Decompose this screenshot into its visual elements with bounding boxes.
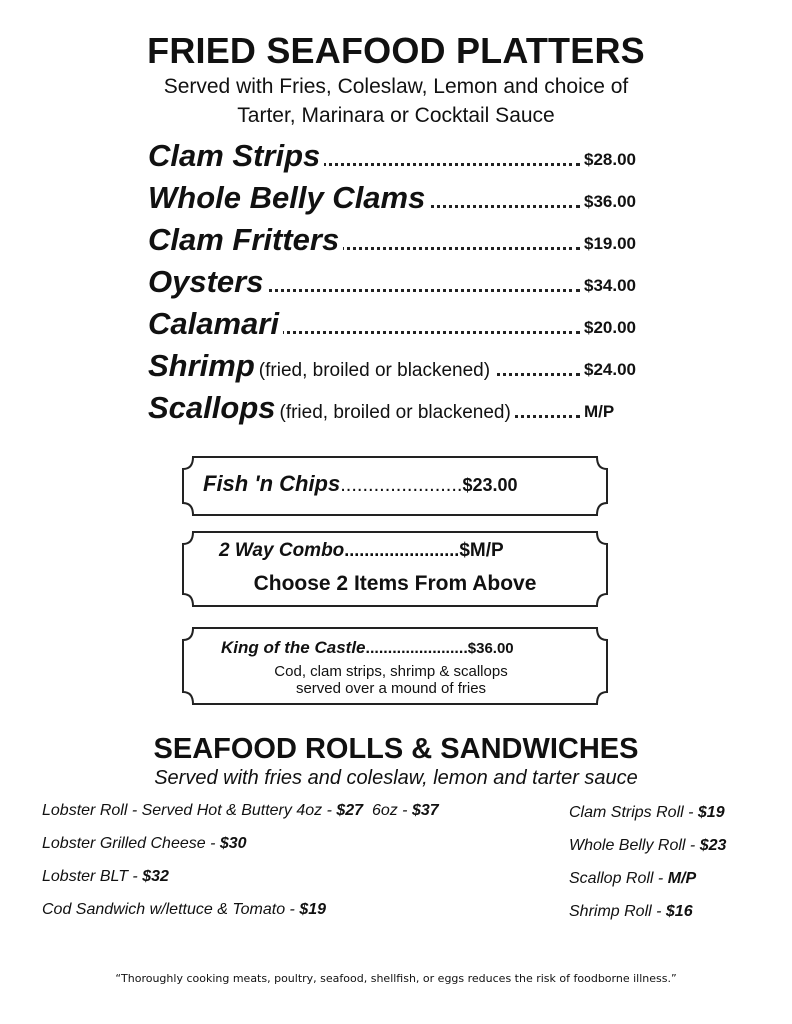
roll-price: $32: [142, 868, 169, 885]
platter-name-wrap: [148, 138, 324, 174]
platter-name: Whole Belly Clams: [148, 180, 426, 215]
platter-item: [148, 262, 658, 302]
roll-item: [42, 901, 326, 919]
special-dots: ......................: [340, 474, 463, 496]
platter-name: Calamari: [148, 306, 279, 341]
platter-name-wrap: [148, 180, 429, 216]
special-box-king-of-the-castle: [181, 626, 609, 706]
roll-price: $37: [411, 802, 439, 819]
roll-item: [569, 804, 725, 822]
platter-name: Clam Strips: [148, 138, 321, 173]
special-name: King of the Castle: [221, 638, 366, 657]
rolls-subtitle: Served with fries and coleslaw, lemon and tarter sauce: [154, 767, 638, 789]
roll-item: [569, 870, 696, 888]
roll-text: Clam Strips Roll -: [569, 804, 698, 821]
special-box-fish-n-chips: [181, 455, 609, 517]
platter-name: Scallops: [148, 390, 276, 425]
platter-price: $20.00: [584, 318, 636, 337]
platter-note: (fried, broiled or blackened): [279, 402, 511, 423]
roll-item: [42, 802, 439, 820]
roll-price: $16: [665, 903, 693, 920]
roll-price: M/P: [667, 870, 697, 887]
special-line: [203, 471, 518, 497]
special-dots: .......................: [344, 540, 460, 560]
roll-text: Lobster Grilled Cheese -: [42, 835, 220, 852]
special-desc-line2: served over a mound of fries: [295, 680, 487, 697]
platter-price: $36.00: [584, 192, 636, 211]
roll-text: Lobster Roll - Served Hot & Buttery 4oz -: [42, 802, 337, 819]
platters-title: FRIED SEAFOOD PLATTERS: [147, 30, 645, 71]
platter-name: Clam Fritters: [148, 222, 340, 257]
roll-item: [42, 835, 247, 853]
platter-item: [148, 178, 658, 218]
roll-item: [42, 868, 169, 886]
special-name: Fish 'n Chips: [203, 471, 341, 496]
platter-price: $28.00: [584, 150, 636, 169]
platters-subtitle-line2: Tarter, Marinara or Cocktail Sauce: [237, 104, 555, 127]
special-name: 2 Way Combo: [219, 540, 345, 561]
roll-text: Scallop Roll -: [569, 870, 668, 887]
platter-item: [148, 136, 658, 176]
platter-item: [148, 220, 658, 260]
roll-extra: 6oz -: [363, 802, 412, 819]
platter-price: $34.00: [584, 276, 636, 295]
roll-text: Cod Sandwich w/lettuce & Tomato -: [42, 901, 300, 918]
platter-name-wrap: [148, 222, 343, 258]
special-price: $M/P: [459, 540, 504, 561]
special-dots: .......................: [365, 640, 468, 657]
platter-item: [148, 388, 658, 428]
roll-text: Lobster BLT -: [42, 868, 143, 885]
special-price: $36.00: [467, 640, 514, 657]
roll-item: [569, 837, 726, 855]
special-price: $23.00: [462, 475, 518, 495]
platter-name-wrap: [148, 348, 494, 384]
platter-name-wrap: [148, 390, 515, 426]
roll-price: $19: [697, 804, 725, 821]
platter-price: $24.00: [584, 360, 636, 379]
roll-text: Whole Belly Roll -: [569, 837, 700, 854]
platter-price: M/P: [584, 402, 615, 421]
special-box-two-way-combo: [181, 530, 609, 608]
platter-item: [148, 304, 658, 344]
food-safety-disclaimer: “Thoroughly cooking meats, poultry, seafood, shellfish, or eggs reduces the risk of foodborne illness.”: [115, 972, 677, 985]
special-line: [221, 638, 514, 658]
platter-price: $19.00: [584, 234, 636, 253]
special-subtitle: Choose 2 Items From Above: [253, 572, 537, 595]
platter-note: (fried, broiled or blackened): [258, 360, 491, 381]
special-line: [219, 540, 504, 562]
roll-price: $23: [699, 837, 727, 854]
special-desc-line1: Cod, clam strips, shrimp & scallops: [274, 663, 508, 680]
roll-price: $19: [299, 901, 327, 918]
roll-price: $27: [336, 802, 364, 819]
platter-name-wrap: [148, 264, 267, 300]
rolls-title: SEAFOOD ROLLS & SANDWICHES: [153, 733, 639, 765]
platter-item: [148, 346, 658, 386]
platter-name: Oysters: [148, 264, 264, 299]
platter-name-wrap: [148, 306, 283, 342]
platters-subtitle-line1: Served with Fries, Coleslaw, Lemon and choice of: [163, 75, 629, 98]
roll-text: Shrimp Roll -: [569, 903, 666, 920]
platter-name: Shrimp: [148, 348, 255, 383]
roll-item: [569, 903, 693, 921]
roll-price: $30: [219, 835, 247, 852]
